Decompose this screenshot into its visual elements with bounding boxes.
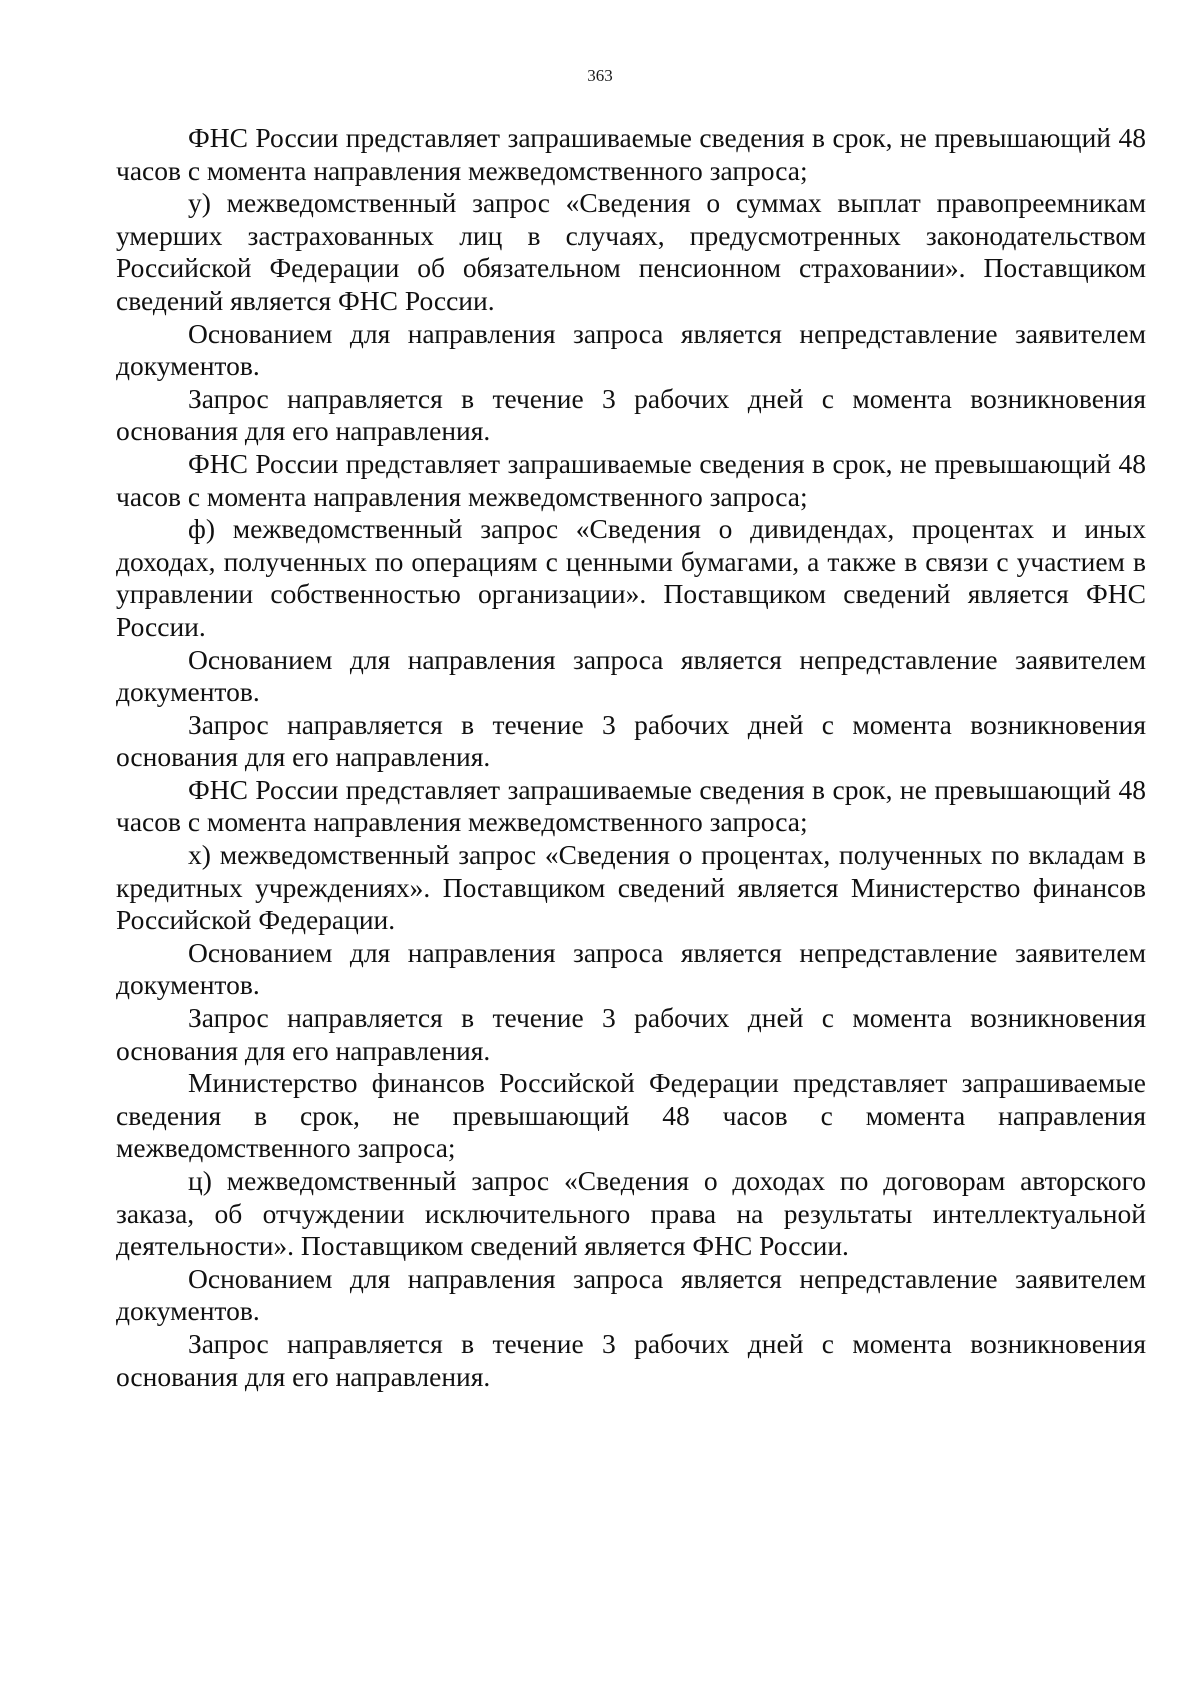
paragraph: ФНС России представляет запрашиваемые сведения в срок, не превышающий 48 часов с момента направления межведомственного запроса; <box>116 122 1146 186</box>
paragraph: Основанием для направления запроса является непредставление заявителем документов. <box>116 317 1146 382</box>
paragraph: Министерство финансов Российской Федерации представляет запрашиваемые сведения в срок, не превышающий 48 часов с момента направления межведомственного запроса; <box>116 1067 1146 1164</box>
paragraph: Запрос направляется в течение 3 рабочих дней с момента возникновения основания для его направления. <box>116 708 1146 773</box>
document-body <box>116 122 1146 1393</box>
paragraph: х) межведомственный запрос «Сведения о процентах, полученных по вкладам в кредитных учреждениях». Поставщиком сведений является Министерство финансов Российской Федерации. <box>116 839 1146 936</box>
paragraph: ФНС России представляет запрашиваемые сведения в срок, не превышающий 48 часов с момента направления межведомственного запроса; <box>116 773 1146 838</box>
paragraph: у) межведомственный запрос «Сведения о суммах выплат правопреемникам умерших застрахованных лиц в случаях, предусмотренных законодательством Российской Федерации об обязательном пенсионном страховании». Поставщиком сведений является ФНС России. <box>116 187 1146 316</box>
page-number: 363 <box>587 66 613 85</box>
paragraph: Запрос направляется в течение 3 рабочих дней с момента возникновения основания для его направления. <box>116 382 1146 447</box>
paragraph: ф) межведомственный запрос «Сведения о дивидендах, процентах и иных доходах, полученных по операциям с ценными бумагами, а также в связи с участием в управлении собственностью организации». Поставщиком сведений является ФНС России. <box>116 513 1146 642</box>
paragraph: Основанием для направления запроса является непредставление заявителем документов. <box>116 643 1146 708</box>
paragraph: Запрос направляется в течение 3 рабочих дней с момента возникновения основания для его направления. <box>116 1002 1146 1066</box>
paragraph: Основанием для направления запроса является непредставление заявителем документов. <box>116 936 1146 1001</box>
paragraph: Запрос направляется в течение 3 рабочих дней с момента возникновения основания для его направления. <box>116 1327 1146 1392</box>
paragraph: ФНС России представляет запрашиваемые сведения в срок, не превышающий 48 часов с момента направления межведомственного запроса; <box>116 447 1146 512</box>
paragraph: ц) межведомственный запрос «Сведения о доходах по договорам авторского заказа, об отчуждении исключительного права на результаты интеллектуальной деятельности». Поставщиком сведений является ФНС России. <box>116 1165 1146 1262</box>
paragraph: Основанием для направления запроса является непредставление заявителем документов. <box>116 1262 1146 1327</box>
